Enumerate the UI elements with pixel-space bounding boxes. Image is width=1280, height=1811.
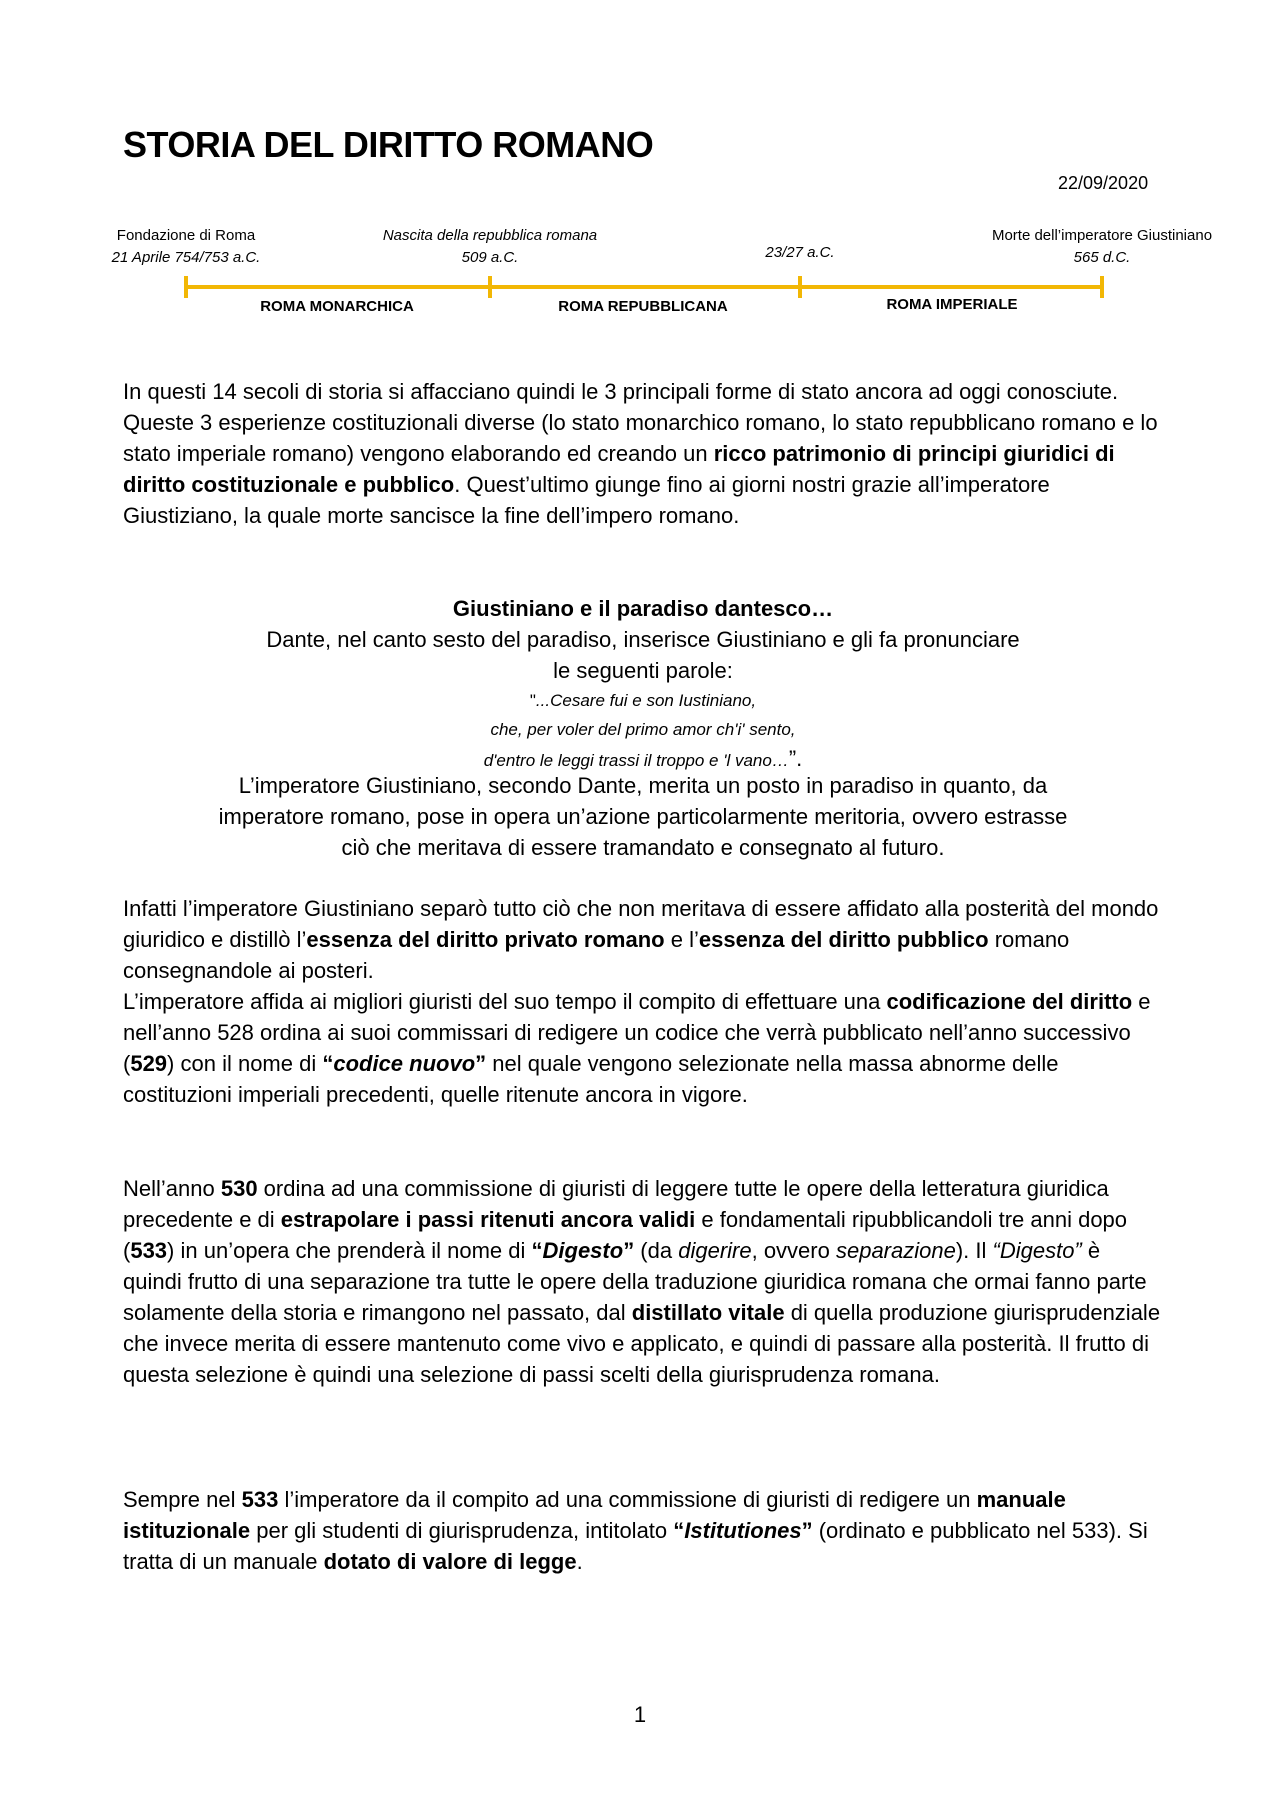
dante-quote (123, 686, 1163, 775)
event-title: Nascita della repubblica romana (382, 227, 598, 244)
event-date: 23/27 a.C. (765, 244, 835, 261)
timeline-axis (0, 0, 1280, 340)
commentary-line: imperatore romano, pose in opera un’azione particolarmente meritoria, ovvero estrasse (218, 804, 1068, 829)
event-date: 21 Aprile 754/753 a.C. (111, 249, 261, 266)
commentary-line: ciò che meritava di essere tramandato e consegnato al futuro. (341, 835, 945, 860)
paragraph-essenza: Infatti l’imperatore Giustiniano separò tutto ciò che non meritava di essere affidato alla posterità del mondo giuridico e distillò l’essenza del diritto privato romano e l’essenza del diritto pubblico romano consegnandole ai posteri. (123, 896, 1159, 983)
dante-intro-line: le seguenti parole: (553, 658, 733, 683)
dante-intro-line: Dante, nel canto sesto del paradiso, inserisce Giustiniano e gli fa pronunciare (266, 627, 1020, 652)
intro-paragraph: In questi 14 secoli di storia si affacciano quindi le 3 principali forme di stato ancora ad oggi conosciute. Queste 3 esperienze costituzionali diverse (lo stato monarchico romano, lo stato repubblicano romano e lo stato imperiale romano) vengono elaborando ed creando un ricco patrimonio di principi giuridici di diritto costituzionale e pubblico. Quest’ultimo giunge fino ai giorni nostri grazie all’imperatore Giustiziano, la quale morte sancisce la fine dell’impero romano. (123, 379, 1158, 528)
document-date: 22/09/2020 (1058, 173, 1149, 193)
era-monarchica: ROMA MONARCHICA (260, 298, 414, 315)
paragraph-istitutiones: Sempre nel 533 l’imperatore da il compito ad una commissione di giuristi di redigere un manuale istituzionale per gli studenti di giurisprudenza, intitolato “Istitutiones” (ordinato e pubblicato nel 533). Si tratta di un manuale dotato di valore di legge. (123, 1487, 1148, 1574)
quote-line: "...Cesare fui e son Iustiniano, (529, 691, 757, 710)
event-title: Morte dell’imperatore Giustiniano (991, 227, 1213, 244)
page-number: 1 (633, 1702, 647, 1727)
timeline (0, 0, 1280, 340)
era-repubblicana: ROMA REPUBBLICANA (558, 298, 728, 315)
paragraph-codice: L’imperatore affida ai migliori giuristi del suo tempo il compito di effettuare una codificazione del diritto e nell’anno 528 ordina ai suoi commissari di redigere un codice che verrà pubblicato nell’anno successivo (529) con il nome di “codice nuovo” nel quale vengono selezionate nella massa abnorme delle costituzioni imperiali precedenti, quelle ritenute ancora in vigore. (123, 989, 1151, 1107)
era-imperiale: ROMA IMPERIALE (886, 296, 1018, 313)
quote-line: che, per voler del primo amor ch'i' sento, (490, 720, 796, 739)
quote-line: d'entro le leggi trassi il troppo e 'l vano…”. (483, 746, 803, 771)
timeline-event-republic (383, 225, 597, 269)
dante-commentary (123, 770, 1163, 863)
paragraph-digesto: Nell’anno 530 ordina ad una commissione di giuristi di leggere tutte le opere della letteratura giuridica precedente e di estrapolare i passi ritenuti ancora validi e fondamentali ripubblicandoli tre anni dopo (533) in un’opera che prenderà il nome di “Digesto” (da digerire, ovvero separazione). Il “Digesto” è quindi frutto di una separazione tra tutte le opere della traduzione giuridica romana che ormai fanno parte solamente della storia e rimangono nel passato, dal distillato vitale di quella produzione giurisprudenziale che invece merita di essere mantenuto come vivo e applicato, e quindi di passare alla posterità. Il frutto di questa selezione è quindi una selezione di passi scelti della giurisprudenza romana. (123, 1176, 1161, 1387)
timeline-event-justinian-death (992, 225, 1212, 269)
event-date: 565 d.C. (1073, 249, 1131, 266)
event-date: 509 a.C. (461, 249, 519, 266)
event-title: Fondazione di Roma (116, 227, 256, 244)
dante-heading: Giustiniano e il paradiso dantesco… (452, 596, 834, 621)
page-title: STORIA DEL DIRITTO ROMANO (123, 124, 654, 165)
timeline-event-empire (765, 242, 834, 264)
timeline-event-founding (112, 225, 261, 269)
commentary-line: L’imperatore Giustiniano, secondo Dante, merita un posto in paradiso in quanto, da (238, 773, 1048, 798)
dante-section (123, 593, 1163, 686)
